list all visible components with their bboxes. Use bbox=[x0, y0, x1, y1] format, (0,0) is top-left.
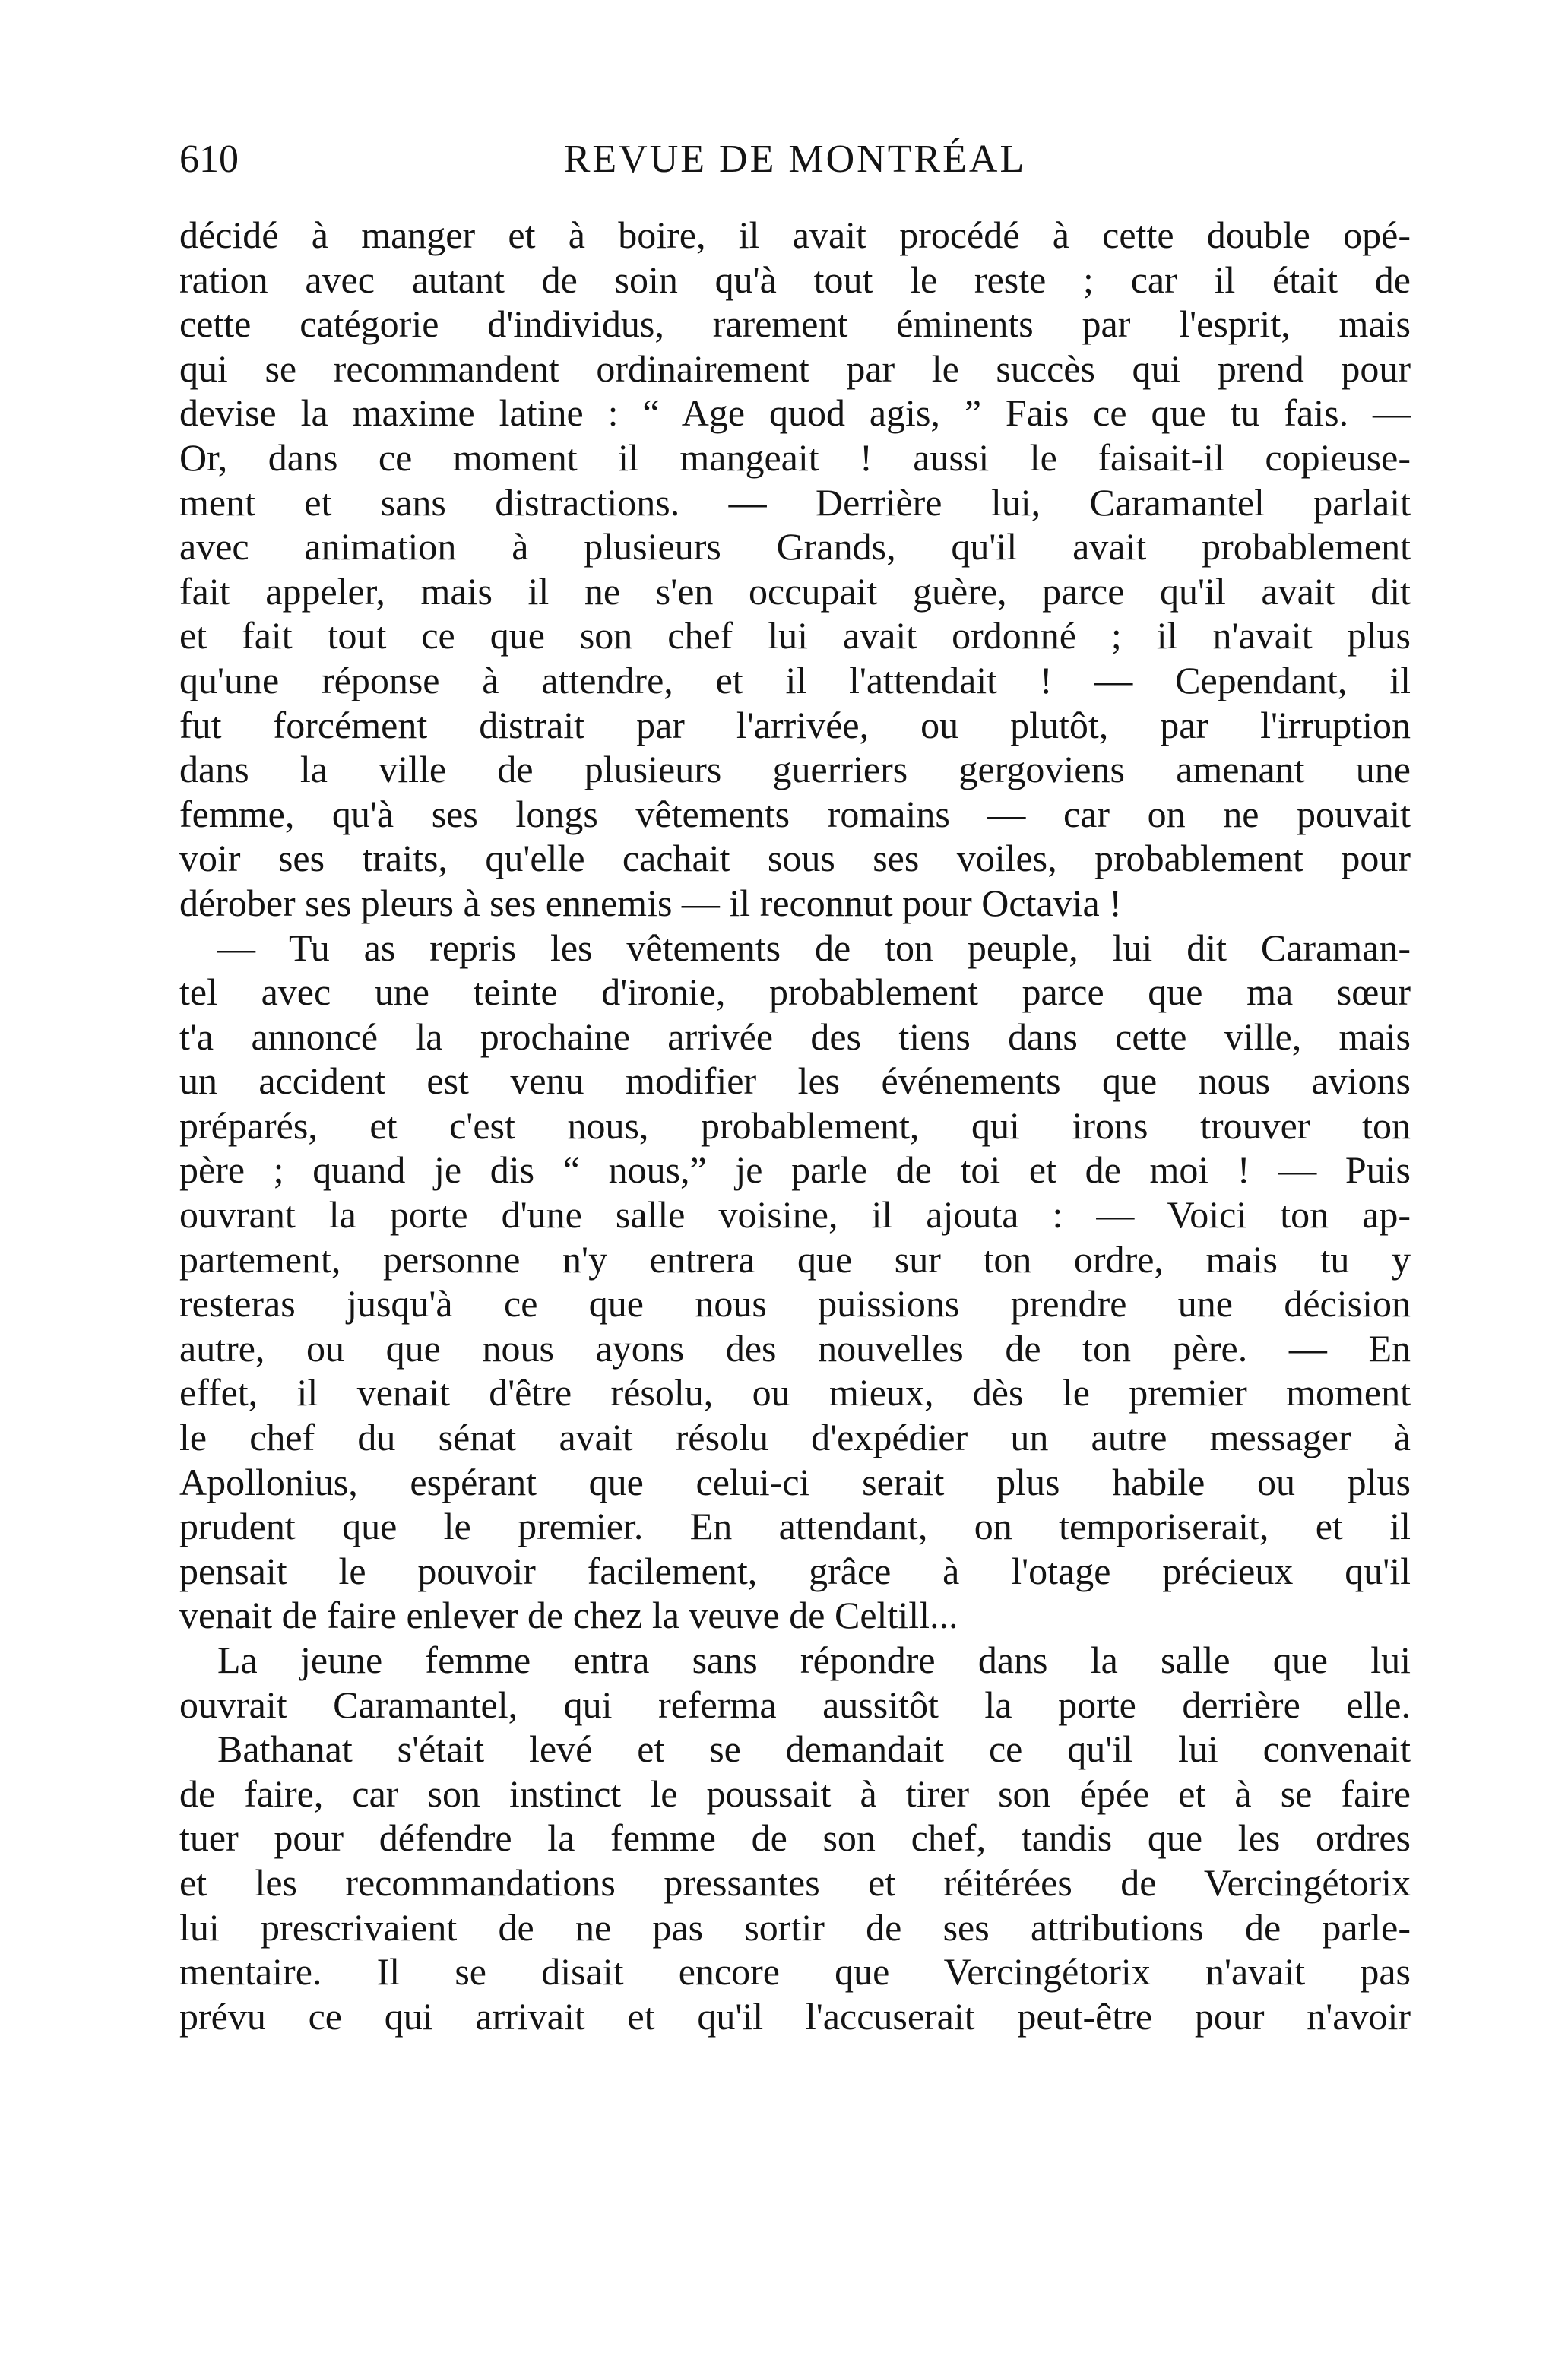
text-line: La jeune femme entra sans répondre dans la salle que lui bbox=[217, 1639, 1411, 1681]
text-line: Or, dans ce moment il mangeait ! aussi le faisait-il copieuse- bbox=[179, 435, 1411, 479]
text-line: Bathanat s'était levé et se demandait ce qu'il lui convenait bbox=[217, 1728, 1411, 1771]
text-line: Apollonius, espérant que celui-ci serait plus habile ou plus bbox=[179, 1460, 1411, 1503]
text-line: préparés, et c'est nous, probablement, qui irons trouver ton bbox=[179, 1104, 1411, 1147]
text-line: t'a annoncé la prochaine arrivée des tiens dans cette ville, mais bbox=[179, 1015, 1411, 1058]
text-line: voir ses traits, qu'elle cachait sous ses voiles, probablement pour bbox=[179, 837, 1411, 880]
text-line: et les recommandations pressantes et réitérées de Vercingétorix bbox=[179, 1861, 1411, 1904]
text-line: cette catégorie d'individus, rarement éminents par l'esprit, mais bbox=[179, 302, 1411, 346]
text-line: décidé à manger et à boire, il avait procédé à cette double opé- bbox=[179, 214, 1411, 256]
text-line: pensait le pouvoir facilement, grâce à l'otage précieux qu'il bbox=[179, 1549, 1411, 1592]
text-line: — Tu as repris les vêtements de ton peuple, lui dit Caraman- bbox=[217, 926, 1411, 969]
text-line: dans la ville de plusieurs guerriers gergoviens amenant une bbox=[179, 748, 1411, 791]
text-line: dérober ses pleurs à ses ennemis — il reconnut pour Octavia ! bbox=[179, 881, 1122, 924]
text-line: femme, qu'à ses longs vêtements romains — car on ne pouvait bbox=[179, 792, 1411, 835]
text-line: venait de faire enlever de chez la veuve de Celtill... bbox=[179, 1594, 958, 1637]
text-line: ouvrait Caramantel, qui referma aussitôt la porte derrière elle. bbox=[179, 1683, 1411, 1726]
text-line: prévu ce qui arrivait et qu'il l'accuserait peut-être pour n'avoir bbox=[179, 1994, 1411, 2038]
text-line: fait appeler, mais il ne s'en occupait guère, parce qu'il avait dit bbox=[179, 569, 1411, 613]
text-line: devise la maxime latine : “ Age quod agis, ” Fais ce que tu fais. — bbox=[179, 391, 1411, 435]
text-line: un accident est venu modifier les événements que nous avions bbox=[179, 1059, 1411, 1103]
text-line: père ; quand je dis “ nous,” je parle de toi et de moi ! — Puis bbox=[179, 1148, 1411, 1192]
text-line: tel avec une teinte d'ironie, probablement parce que ma sœur bbox=[179, 971, 1411, 1014]
body-text bbox=[179, 213, 1411, 2038]
text-line: ment et sans distractions. — Derrière lui, Caramantel parlait bbox=[179, 480, 1411, 524]
text-line: ration avec autant de soin qu'à tout le reste ; car il était de bbox=[179, 258, 1411, 301]
text-line: fut forcément distrait par l'arrivée, ou plutôt, par l'irruption bbox=[179, 703, 1411, 746]
text-line: qui se recommandent ordinairement par le succès qui prend pour bbox=[179, 347, 1411, 390]
text-line: qu'une réponse à attendre, et il l'attendait ! — Cependant, il bbox=[179, 658, 1411, 701]
text-line: de faire, car son instinct le poussait à tirer son épée et à se faire bbox=[179, 1772, 1411, 1815]
text-line: resteras jusqu'à ce que nous puissions prendre une décision bbox=[179, 1282, 1411, 1325]
text-line: effet, il venait d'être résolu, ou mieux, dès le premier moment bbox=[179, 1371, 1411, 1414]
text-line: le chef du sénat avait résolu d'expédier un autre messager à bbox=[179, 1416, 1411, 1459]
running-head: REVUE DE MONTRÉAL bbox=[563, 138, 1027, 181]
text-line: prudent que le premier. En attendant, on temporiserait, et il bbox=[179, 1505, 1411, 1548]
text-line: et fait tout ce que son chef lui avait ordonné ; il n'avait plus bbox=[179, 614, 1411, 657]
text-line: autre, ou que nous ayons des nouvelles de ton père. — En bbox=[179, 1326, 1411, 1370]
text-line: lui prescrivaient de ne pas sortir de ses attributions de parle- bbox=[179, 1905, 1411, 1949]
text-line: ouvrant la porte d'une salle voisine, il ajouta : — Voici ton ap- bbox=[179, 1193, 1411, 1237]
text-line: tuer pour défendre la femme de son chef, tandis que les ordres bbox=[179, 1816, 1411, 1860]
text-line: partement, personne n'y entrera que sur ton ordre, mais tu y bbox=[179, 1237, 1411, 1281]
page-header bbox=[179, 129, 1411, 190]
page-number: 610 bbox=[179, 138, 239, 181]
text-line: mentaire. Il se disait encore que Vercingétorix n'avait pas bbox=[179, 1950, 1411, 1994]
text-line: avec animation à plusieurs Grands, qu'il avait probablement bbox=[179, 525, 1411, 568]
